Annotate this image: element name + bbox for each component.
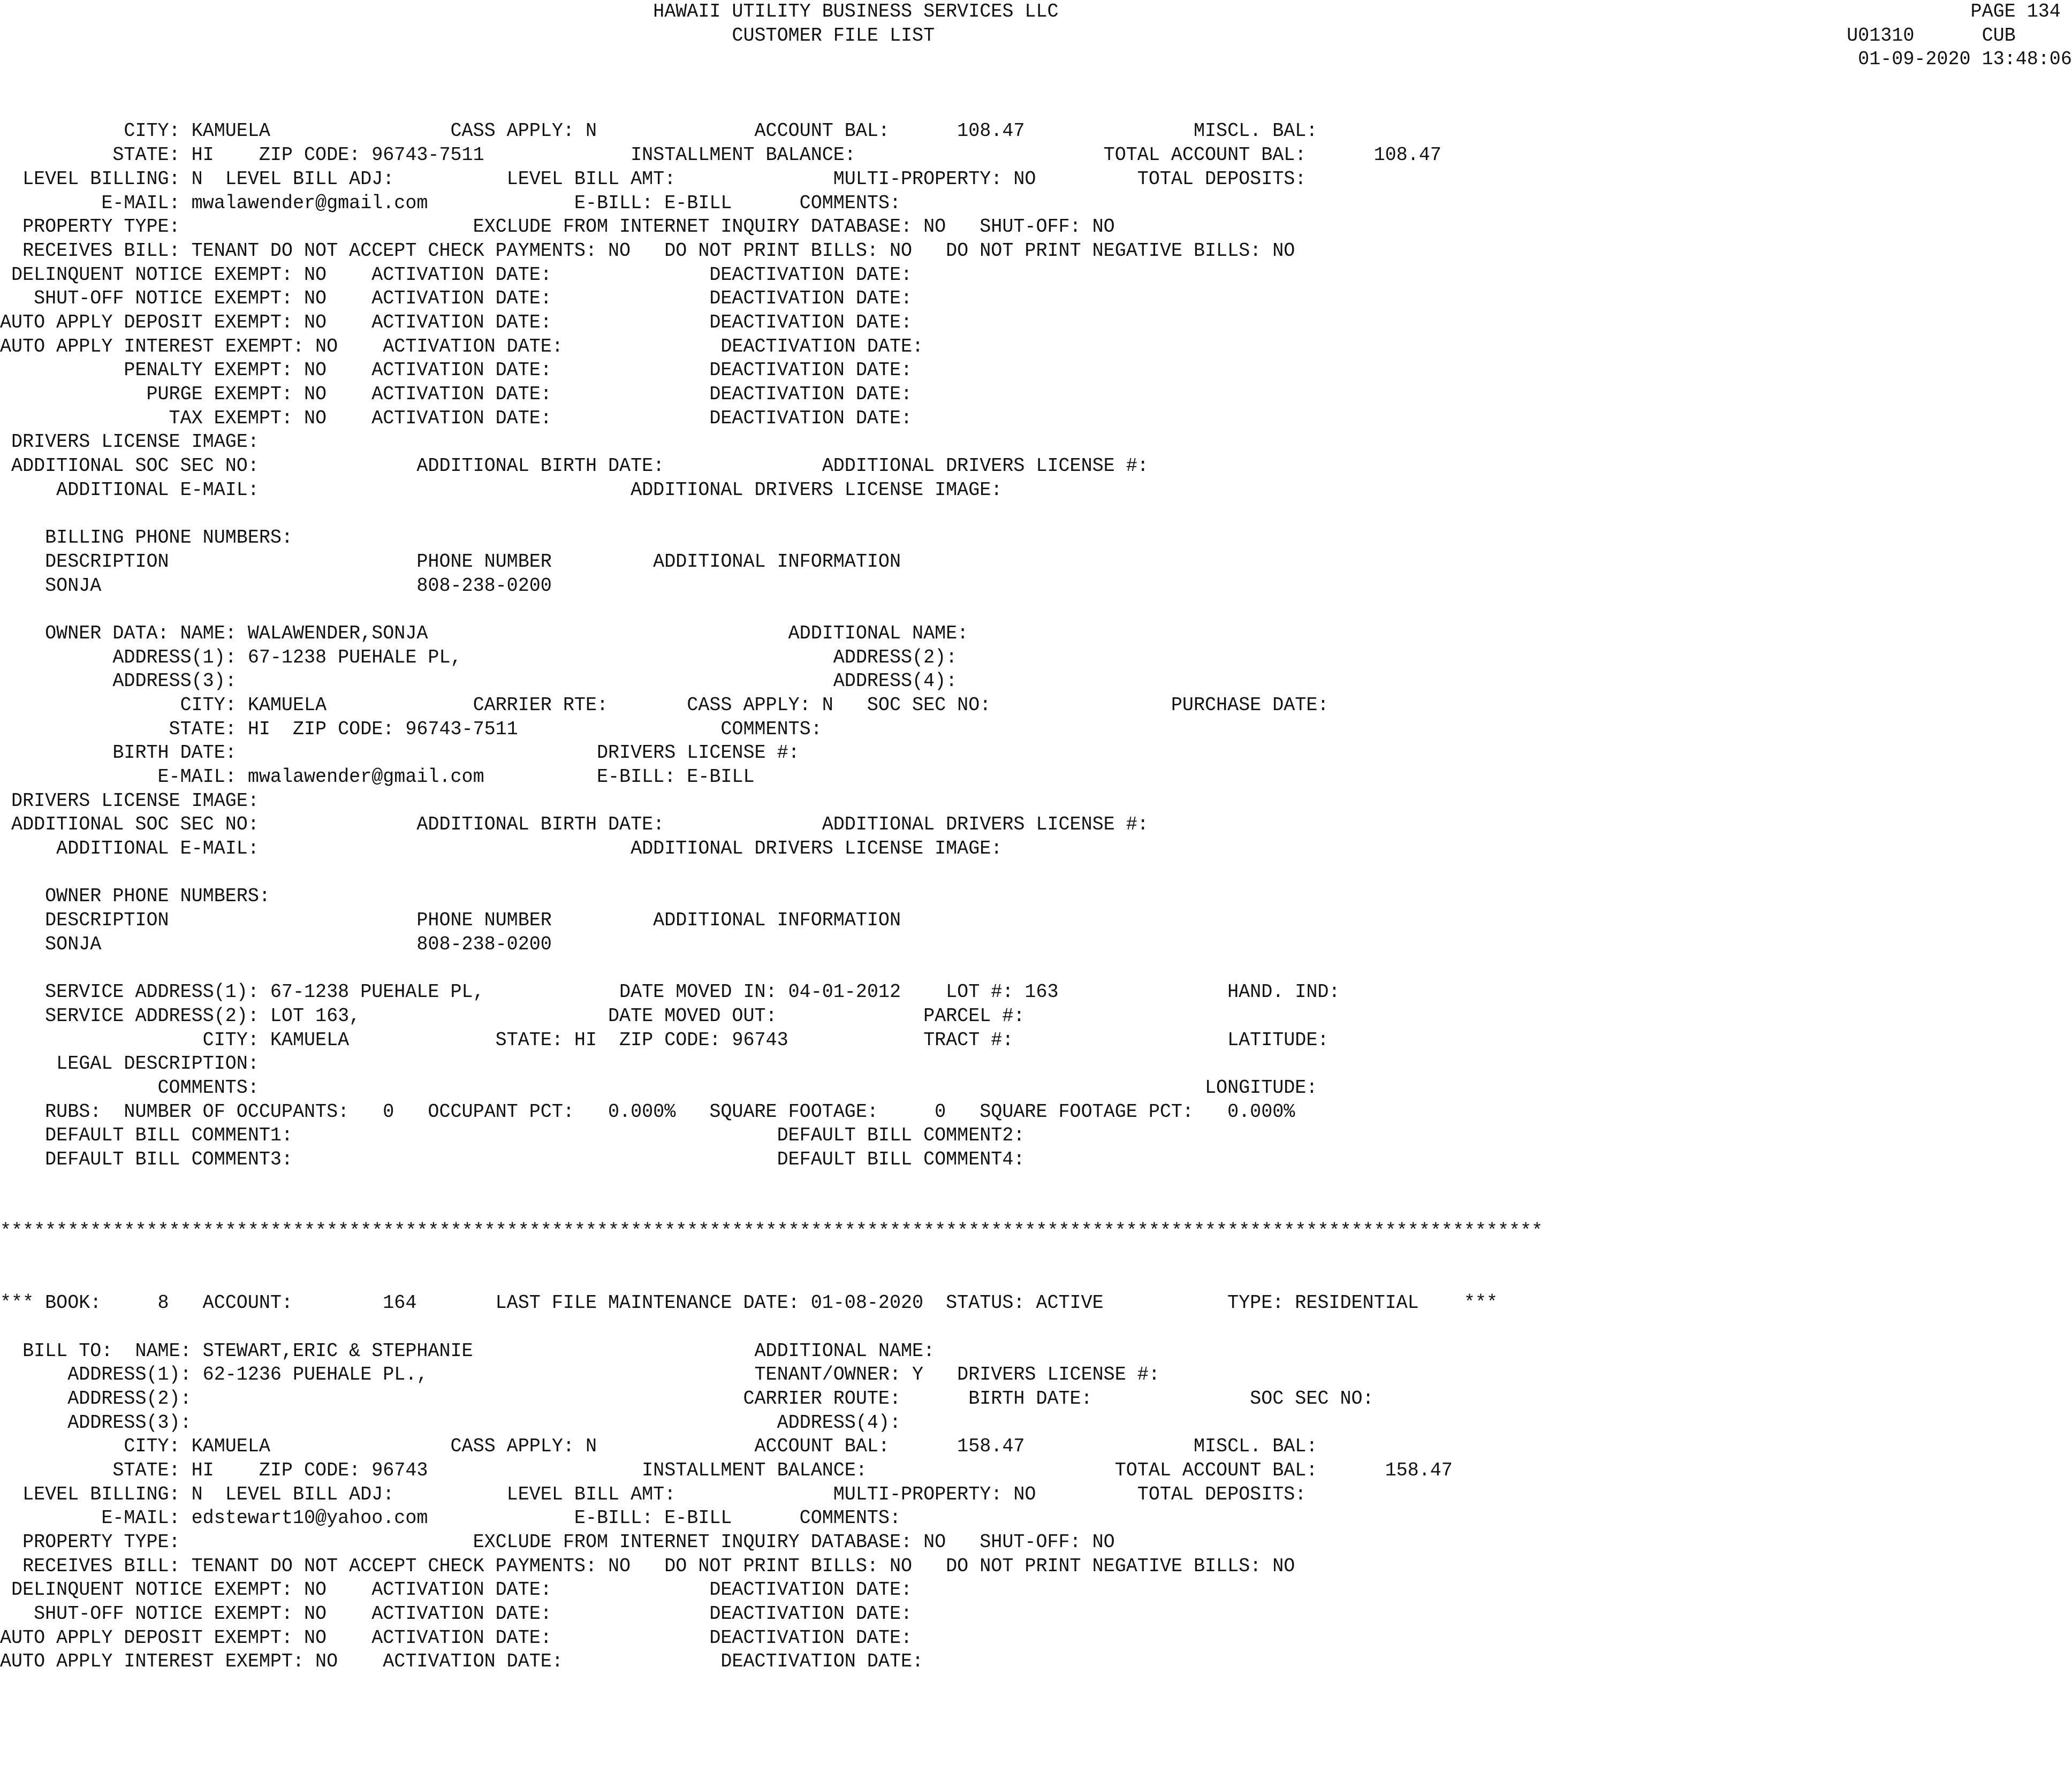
report-line: HAWAII UTILITY BUSINESS SERVICES LLC PAGE 134: [0, 1, 2061, 22]
report-line: CUSTOMER FILE LIST U01310 CUB: [0, 24, 2016, 47]
report-line: TAX EXEMPT: NO ACTIVATION DATE: DEACTIVATION DATE:: [0, 407, 913, 429]
report-line: CITY: KAMUELA STATE: HI ZIP CODE: 96743 TRACT #: LATITUDE:: [0, 1029, 1329, 1051]
report-line: [0, 957, 2072, 981]
report-line: RECEIVES BILL: TENANT DO NOT ACCEPT CHECK PAYMENTS: NO DO NOT PRINT BILLS: NO DO NOT PRINT NEGATIVE BILLS: NO: [0, 239, 1295, 262]
report-line: BILL TO: NAME: STEWART,ERIC & STEPHANIE ADDITIONAL NAME:: [0, 1339, 935, 1362]
report-line: *****************************************************************************************************************************************: [0, 1220, 1543, 1243]
report-line: LEVEL BILLING: N LEVEL BILL ADJ: LEVEL BILL AMT: MULTI-PROPERTY: NO TOTAL DEPOSITS:: [0, 1483, 1307, 1505]
report-line: E-MAIL: mwalawender@gmail.com E-BILL: E-BILL COMMENTS:: [0, 192, 901, 214]
report-line: AUTO APPLY INTEREST EXEMPT: NO ACTIVATION DATE: DEACTIVATION DATE:: [0, 1650, 924, 1673]
report-line: DESCRIPTION PHONE NUMBER ADDITIONAL INFORMATION: [0, 550, 901, 573]
report-line: BIRTH DATE: DRIVERS LICENSE #:: [0, 742, 800, 764]
report-line: SERVICE ADDRESS(1): 67-1238 PUEHALE PL, DATE MOVED IN: 04-01-2012 LOT #: 163 HAND. IND:: [0, 981, 1340, 1003]
report-line: ADDITIONAL SOC SEC NO: ADDITIONAL BIRTH DATE: ADDITIONAL DRIVERS LICENSE #:: [0, 455, 1149, 477]
report-line: DRIVERS LICENSE IMAGE:: [0, 789, 259, 812]
report-line: E-MAIL: edstewart10@yahoo.com E-BILL: E-BILL COMMENTS:: [0, 1507, 901, 1529]
report-line: LEGAL DESCRIPTION:: [0, 1053, 259, 1075]
report-line: DELINQUENT NOTICE EXEMPT: NO ACTIVATION DATE: DEACTIVATION DATE:: [0, 263, 913, 286]
report-line: STATE: HI ZIP CODE: 96743-7511 INSTALLMENT BALANCE: TOTAL ACCOUNT BAL: 108.47: [0, 144, 1441, 166]
report-line: [0, 861, 2072, 885]
report-line: RUBS: NUMBER OF OCCUPANTS: 0 OCCUPANT PCT: 0.000% SQUARE FOOTAGE: 0 SQUARE FOOTAGE PCT: 0.000%: [0, 1100, 1295, 1123]
report-line: ADDRESS(1): 67-1238 PUEHALE PL, ADDRESS(2):: [0, 646, 958, 668]
report-line: CITY: KAMUELA CASS APPLY: N ACCOUNT BAL: 108.47 MISCL. BAL:: [0, 120, 1318, 142]
report-line: DEFAULT BILL COMMENT3: DEFAULT BILL COMMENT4:: [0, 1148, 1025, 1170]
report-line: CITY: KAMUELA CARRIER RTE: CASS APPLY: N SOC SEC NO: PURCHASE DATE:: [0, 694, 1329, 716]
report-line: SONJA 808-238-0200: [0, 933, 552, 955]
report-line: DEFAULT BILL COMMENT1: DEFAULT BILL COMMENT2:: [0, 1124, 1025, 1147]
report-line: RECEIVES BILL: TENANT DO NOT ACCEPT CHECK PAYMENTS: NO DO NOT PRINT BILLS: NO DO NOT PRINT NEGATIVE BILLS: NO: [0, 1555, 1295, 1577]
report-line: ADDRESS(1): 62-1236 PUEHALE PL., TENANT/OWNER: Y DRIVERS LICENSE #:: [0, 1364, 1160, 1386]
report-line: PROPERTY TYPE: EXCLUDE FROM INTERNET INQUIRY DATABASE: NO SHUT-OFF: NO: [0, 216, 1115, 238]
report-line: CITY: KAMUELA CASS APPLY: N ACCOUNT BAL: 158.47 MISCL. BAL:: [0, 1435, 1318, 1458]
report-line: SONJA 808-238-0200: [0, 574, 552, 597]
report-line: BILLING PHONE NUMBERS:: [0, 527, 293, 549]
report-line: OWNER PHONE NUMBERS:: [0, 885, 270, 908]
report-line: [0, 1244, 2072, 1268]
report-line: SHUT-OFF NOTICE EXEMPT: NO ACTIVATION DATE: DEACTIVATION DATE:: [0, 287, 913, 310]
report-line: SERVICE ADDRESS(2): LOT 163, DATE MOVED OUT: PARCEL #:: [0, 1004, 1025, 1027]
report-line: PENALTY EXEMPT: NO ACTIVATION DATE: DEACTIVATION DATE:: [0, 359, 913, 382]
report-line: [0, 1267, 2072, 1291]
report-line: SHUT-OFF NOTICE EXEMPT: NO ACTIVATION DATE: DEACTIVATION DATE:: [0, 1603, 913, 1625]
report-line: STATE: HI ZIP CODE: 96743 INSTALLMENT BALANCE: TOTAL ACCOUNT BAL: 158.47: [0, 1459, 1453, 1481]
report-line: [0, 1196, 2072, 1220]
report-line: [0, 598, 2072, 622]
report-line: AUTO APPLY INTEREST EXEMPT: NO ACTIVATION DATE: DEACTIVATION DATE:: [0, 335, 924, 357]
report-line: PURGE EXEMPT: NO ACTIVATION DATE: DEACTIVATION DATE:: [0, 383, 913, 405]
report-line: 01-09-2020 13:48:06: [0, 48, 2072, 71]
report-line: E-MAIL: mwalawender@gmail.com E-BILL: E-BILL: [0, 766, 755, 788]
report-line: ADDRESS(3): ADDRESS(4):: [0, 1411, 901, 1434]
report-line: ADDITIONAL SOC SEC NO: ADDITIONAL BIRTH DATE: ADDITIONAL DRIVERS LICENSE #:: [0, 813, 1149, 836]
report-line: ADDRESS(2): CARRIER ROUTE: BIRTH DATE: SOC SEC NO:: [0, 1387, 1374, 1410]
report-line: [0, 96, 2072, 120]
report-line: [0, 1172, 2072, 1196]
report-line: DESCRIPTION PHONE NUMBER ADDITIONAL INFORMATION: [0, 909, 901, 932]
report-line: [0, 502, 2072, 526]
report-line: PROPERTY TYPE: EXCLUDE FROM INTERNET INQUIRY DATABASE: NO SHUT-OFF: NO: [0, 1531, 1115, 1553]
report-line: AUTO APPLY DEPOSIT EXEMPT: NO ACTIVATION DATE: DEACTIVATION DATE:: [0, 1626, 913, 1649]
report-line: COMMENTS: LONGITUDE:: [0, 1076, 1318, 1099]
report-line: [0, 1315, 2072, 1339]
report-line: ADDRESS(3): ADDRESS(4):: [0, 670, 958, 692]
report-line: ADDITIONAL E-MAIL: ADDITIONAL DRIVERS LICENSE IMAGE:: [0, 478, 1003, 501]
report-line: [0, 72, 2072, 96]
report-line: LEVEL BILLING: N LEVEL BILL ADJ: LEVEL BILL AMT: MULTI-PROPERTY: NO TOTAL DEPOSITS:: [0, 168, 1307, 190]
report-line: DELINQUENT NOTICE EXEMPT: NO ACTIVATION DATE: DEACTIVATION DATE:: [0, 1579, 913, 1601]
report-line: *** BOOK: 8 ACCOUNT: 164 LAST FILE MAINTENANCE DATE: 01-08-2020 STATUS: ACTIVE TYPE: RESIDENTIAL ***: [0, 1292, 1498, 1314]
report-line: OWNER DATA: NAME: WALAWENDER,SONJA ADDITIONAL NAME:: [0, 622, 969, 644]
report-line: ADDITIONAL E-MAIL: ADDITIONAL DRIVERS LICENSE IMAGE:: [0, 838, 1003, 860]
report-line: STATE: HI ZIP CODE: 96743-7511 COMMENTS:: [0, 718, 822, 740]
report-line: AUTO APPLY DEPOSIT EXEMPT: NO ACTIVATION DATE: DEACTIVATION DATE:: [0, 311, 913, 333]
report-line: DRIVERS LICENSE IMAGE:: [0, 431, 259, 453]
